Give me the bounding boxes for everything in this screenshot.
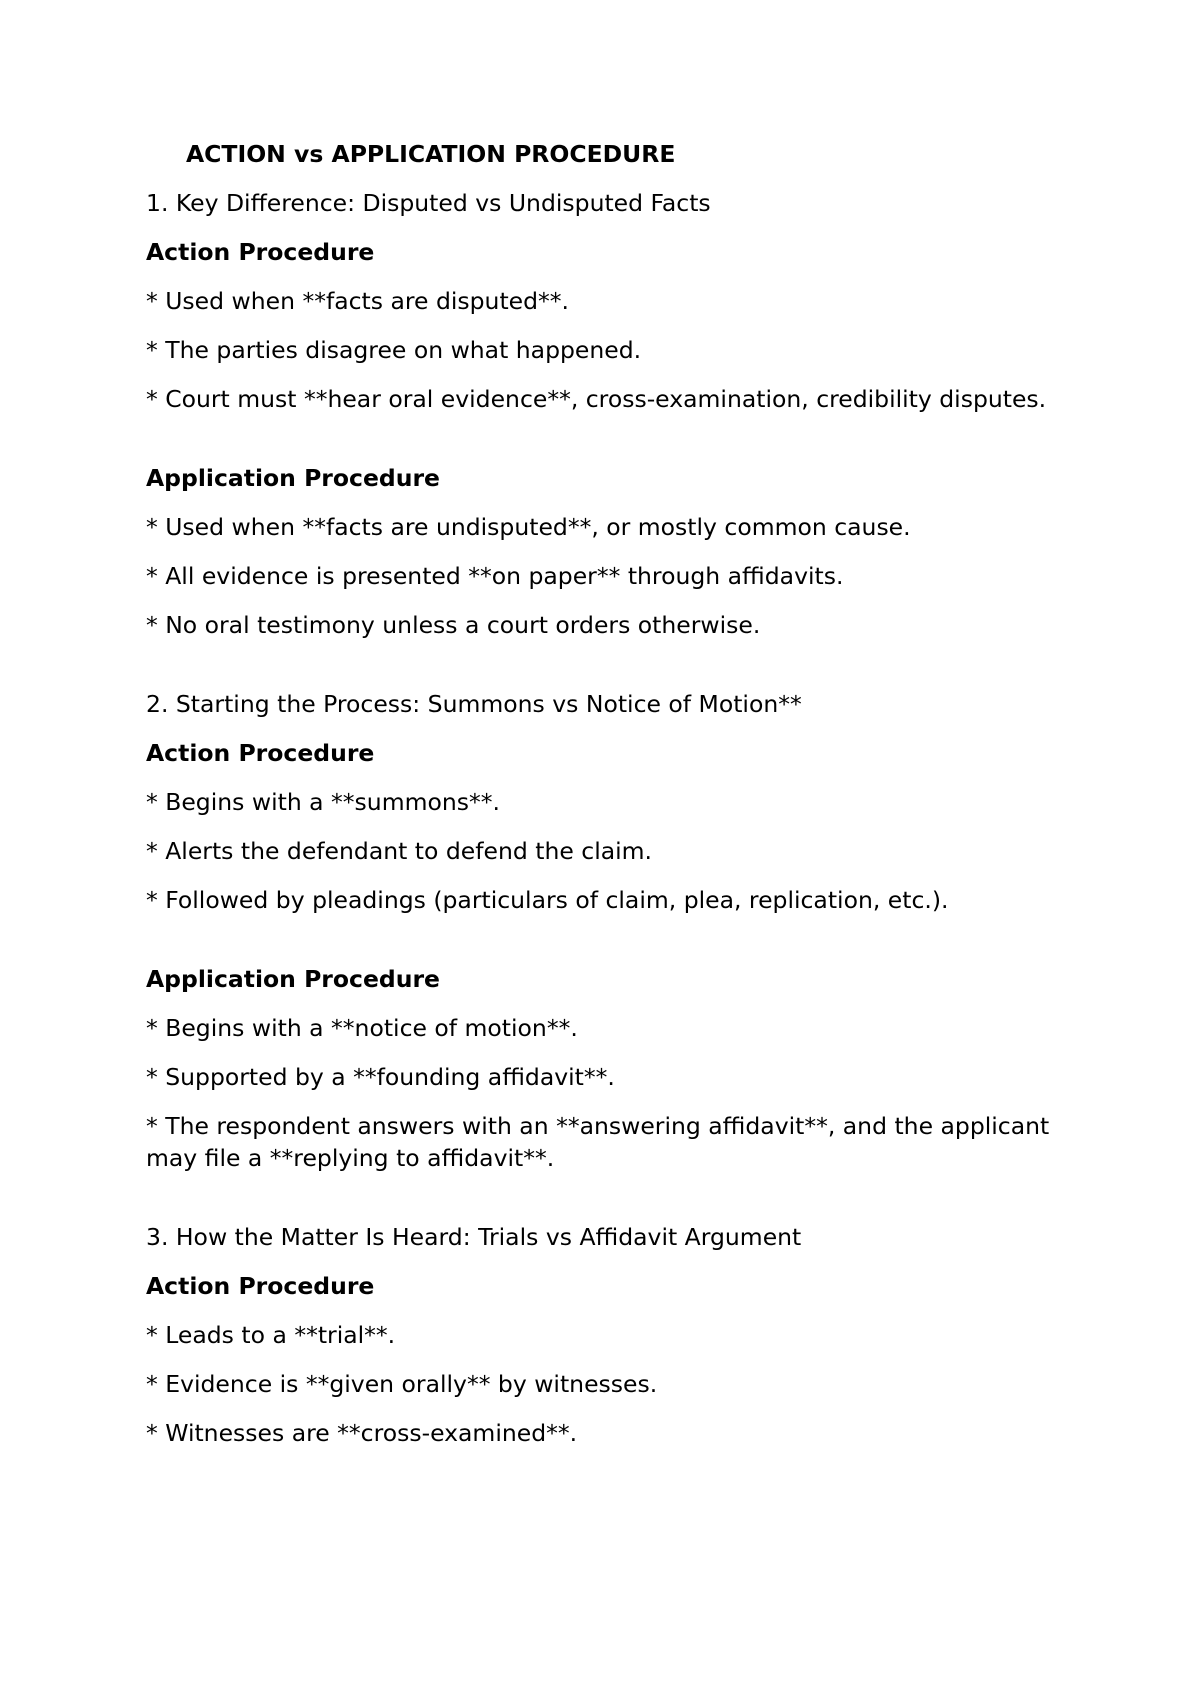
- section-heading: 2. Starting the Process: Summons vs Notice of Motion**: [146, 690, 802, 718]
- sub-heading: Application Procedure: [146, 965, 440, 993]
- document-title: ACTION vs APPLICATION PROCEDURE: [186, 140, 676, 168]
- sub-heading: Action Procedure: [146, 238, 375, 266]
- document-body: [146, 138, 1106, 1466]
- group-application-procedure: [146, 462, 1106, 641]
- bullet-item: * Used when **facts are undisputed**, or mostly common cause.: [146, 513, 911, 541]
- bullet-item: * The respondent answers with an **answering affidavit**, and the applicant may file a **replying to affidavit**.: [146, 1112, 1050, 1172]
- section-3: [146, 1221, 1106, 1449]
- sub-heading: Action Procedure: [146, 739, 375, 767]
- bullet-item: * Used when **facts are disputed**.: [146, 287, 569, 315]
- bullet-item: * Leads to a **trial**.: [146, 1321, 396, 1349]
- bullet-item: * Witnesses are **cross-examined**.: [146, 1419, 578, 1447]
- group-action-procedure: [146, 236, 1106, 415]
- sub-heading: Application Procedure: [146, 464, 440, 492]
- bullet-item: * Followed by pleadings (particulars of claim, plea, replication, etc.).: [146, 886, 949, 914]
- bullet-item: * Evidence is **given orally** by witnesses.: [146, 1370, 658, 1398]
- bullet-item: * No oral testimony unless a court orders otherwise.: [146, 611, 761, 639]
- bullet-item: * Alerts the defendant to defend the claim.: [146, 837, 653, 865]
- section-2: [146, 688, 1106, 1174]
- section-1: [146, 187, 1106, 641]
- bullet-item: * All evidence is presented **on paper** through affidavits.: [146, 562, 844, 590]
- sub-heading: Action Procedure: [146, 1272, 375, 1300]
- bullet-item: * Begins with a **summons**.: [146, 788, 500, 816]
- bullet-item: * Court must **hear oral evidence**, cross-examination, credibility disputes.: [146, 385, 1047, 413]
- section-heading: 3. How the Matter Is Heard: Trials vs Affidavit Argument: [146, 1223, 802, 1251]
- bullet-item: * Begins with a **notice of motion**.: [146, 1014, 578, 1042]
- group-action-procedure: [146, 1270, 1106, 1449]
- group-action-procedure: [146, 737, 1106, 916]
- section-heading: 1. Key Difference: Disputed vs Undisputed Facts: [146, 189, 711, 217]
- group-application-procedure: [146, 963, 1106, 1174]
- bullet-item: * The parties disagree on what happened.: [146, 336, 642, 364]
- bullet-item: * Supported by a **founding affidavit**.: [146, 1063, 615, 1091]
